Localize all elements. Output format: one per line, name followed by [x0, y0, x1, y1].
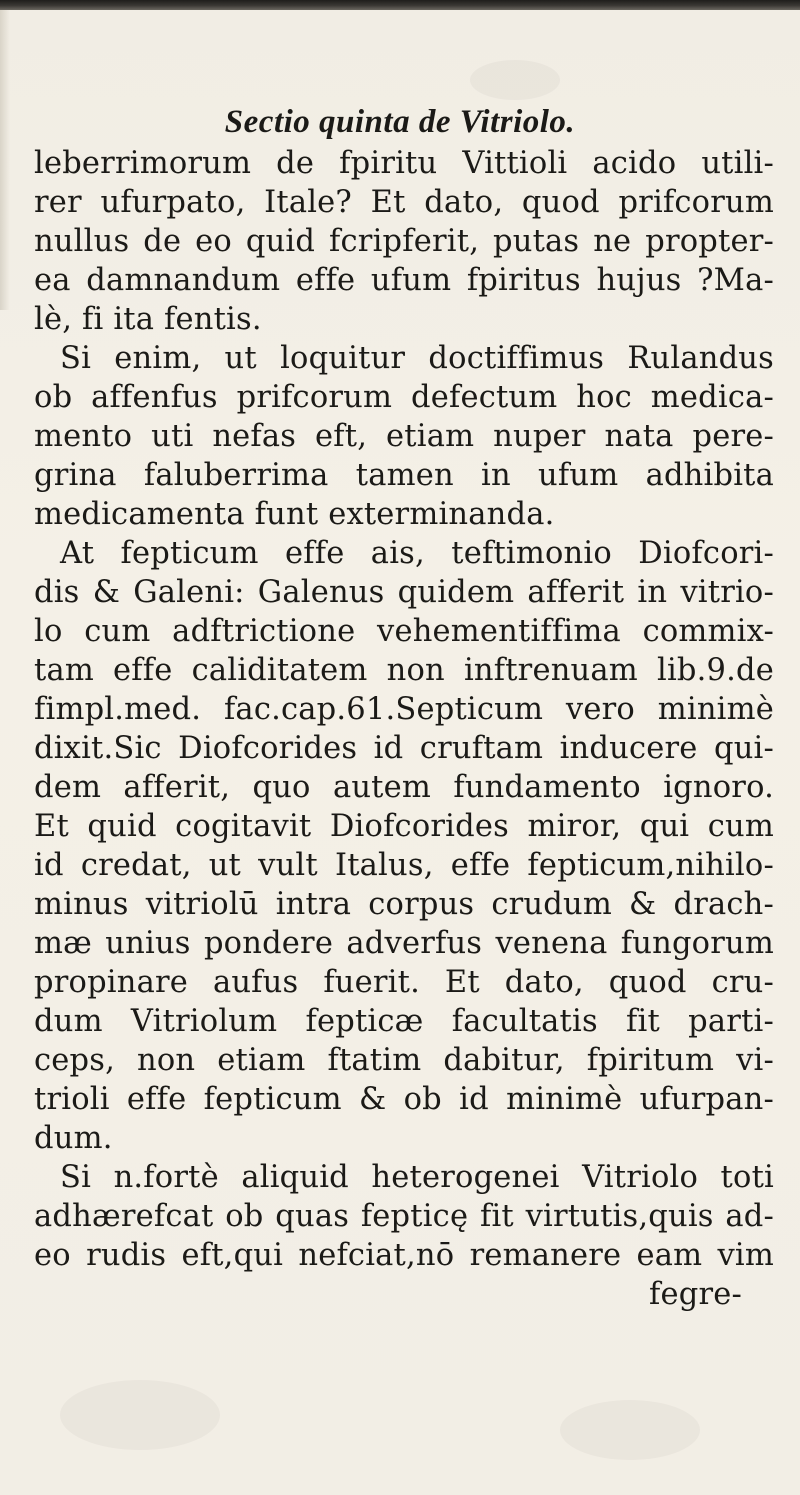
text-line: trioli effe fepticum & ob id minimè ufurpan-: [34, 1082, 774, 1117]
text-line: tam effe caliditatem non inftrenuam lib.9.de: [34, 653, 774, 688]
paper-stain: [60, 1380, 220, 1450]
text-line: mento uti nefas eft, etiam nuper nata pere-: [34, 419, 774, 454]
text-line: dum.: [34, 1121, 113, 1156]
paper-stain: [560, 1400, 700, 1460]
text-line: medicamenta funt exterminanda.: [34, 497, 555, 532]
text-line: ceps, non etiam ftatim dabitur, fpiritum vi-: [34, 1043, 774, 1078]
catchword: fegre-: [649, 1277, 742, 1312]
text-line: rer ufurpato, Itale? Et dato, quod prifcorum: [34, 185, 774, 220]
text-line: Si enim, ut loquitur doctiffimus Rulandus: [60, 341, 774, 376]
text-line: minus vitriolū intra corpus crudum & drach-: [34, 887, 774, 922]
text-line: At fepticum effe ais, teftimonio Diofcori-: [60, 536, 774, 571]
text-line: dis & Galeni: Galenus quidem afferit in vitrio-: [34, 575, 774, 610]
text-line: lè, fi ita fentis.: [34, 302, 262, 337]
text-line: dum Vitriolum fepticæ facultatis fit parti-: [34, 1004, 774, 1039]
text-line: mæ unius pondere adverfus venena fungorum: [34, 926, 774, 961]
text-line: Et quid cogitavit Diofcorides miror, qui cum: [34, 809, 774, 844]
text-line: id credat, ut vult Italus, effe fepticum,nihilo-: [34, 848, 774, 883]
text-line: fimpl.med. fac.cap.61.Septicum vero minimè: [34, 692, 774, 727]
running-head: Sectio quinta de Vitriolo.: [224, 104, 576, 140]
text-line: dixit.Sic Diofcorides id cruftam inducere qui-: [34, 731, 774, 766]
text-line: leberrimorum de fpiritu Vittioli acido utili-: [34, 146, 774, 181]
body-text: [34, 144, 774, 1314]
text-line: propinare aufus fuerit. Et dato, quod cru-: [34, 965, 774, 1000]
text-line: nullus de eo quid fcripferit, putas ne propter-: [34, 224, 774, 259]
text-line: Si n.fortè aliquid heterogenei Vitriolo toti: [60, 1160, 774, 1195]
text-line: ob affenfus prifcorum defectum hoc medica-: [34, 380, 774, 415]
page-top-edge: [0, 0, 800, 10]
text-line: ea damnandum effe ufum fpiritus hujus ?Ma-: [34, 263, 774, 298]
text-line: adhærefcat ob quas fepticę fit virtutis,quis ad-: [34, 1199, 774, 1234]
text-line: grina faluberrima tamen in ufum adhibita: [34, 458, 774, 493]
page-left-shadow: [0, 10, 10, 310]
text-line: lo cum adftrictione vehementiffima commix-: [34, 614, 774, 649]
paper-stain: [470, 60, 560, 100]
text-line: dem afferit, quo autem fundamento ignoro.: [34, 770, 774, 805]
text-line: eo rudis eft,qui nefciat,nō remanere eam vim: [34, 1238, 774, 1273]
